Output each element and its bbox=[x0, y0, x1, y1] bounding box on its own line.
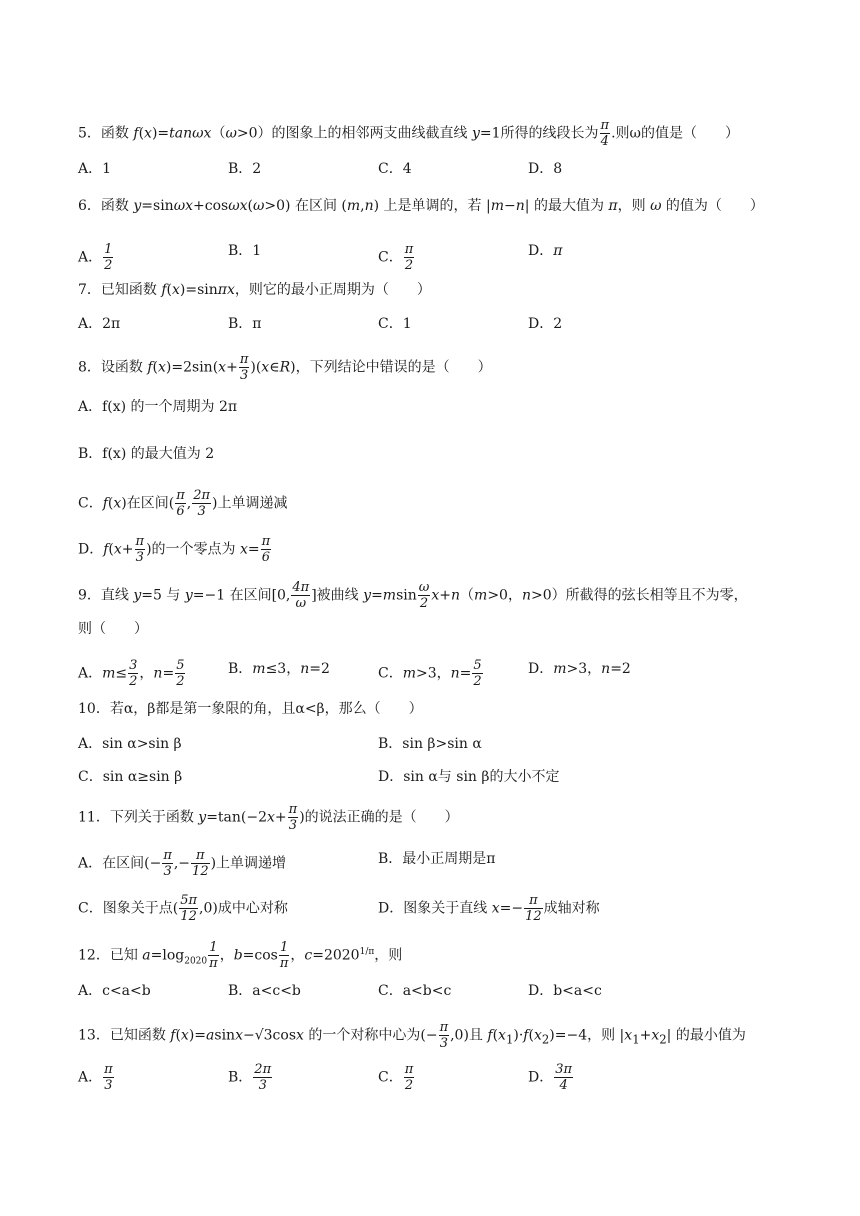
option-b: B．2 bbox=[228, 161, 262, 177]
option-c: C．1 bbox=[378, 316, 412, 332]
option-a: A．2π bbox=[78, 316, 121, 332]
option-a: A．c<a<b bbox=[78, 983, 151, 999]
question-11: 11．下列关于函数 y=tan(−2x+ $\frac{\pi}{3}$ )的说法正确的是（ ） bbox=[78, 802, 459, 833]
option-c: C．a<b<c bbox=[378, 983, 452, 999]
question-9-cont: 则（ ） bbox=[78, 621, 148, 637]
option-c: C．4 bbox=[378, 161, 412, 177]
option-d: D．b<a<c bbox=[528, 983, 602, 999]
option-c: C．f(x)在区间( $\frac{\pi}{6}$ , $\frac{2\pi}{3}$ )上单调递减 bbox=[78, 488, 288, 519]
option-d: D．m>3，n=2 bbox=[528, 661, 631, 677]
option-a: A．sin α>sin β bbox=[78, 736, 182, 752]
option-b: B．sin β>sin α bbox=[378, 736, 482, 752]
option-a: A． $\frac{\pi}{3}$ bbox=[78, 1062, 113, 1093]
option-d: D．图象关于直线 x=− $\frac{\pi}{12}$ 成轴对称 bbox=[378, 893, 600, 924]
option-b: B．最小正周期是π bbox=[378, 851, 496, 867]
question-7: 7．已知函数 f(x)=sinπx，则它的最小正周期为（ ） bbox=[78, 282, 431, 298]
question-13: 13．已知函数 f(x)=asinx−√3cosx 的一个对称中心为(− $\frac{\pi}{3}$ ,0)且 $f(x_1)\cdot f(x_2)=-4$，则 $|x_1+x_2|$ 的最小值为 bbox=[78, 1020, 746, 1051]
option-b: B．a<c<b bbox=[228, 983, 301, 999]
option-d: D． $\frac{3\pi}{4}$ bbox=[528, 1062, 573, 1093]
question-6: 6．函数 y=sinωx+cosωx(ω>0) 在区间 (m,n) 上是单调的，若 |m−n| 的最大值为 π，则 ω 的值为（ ） bbox=[78, 198, 764, 214]
question-9: 9．直线 y=5 与 y=−1 在区间[0, $\frac{4\pi}{\omega}$ ]被曲线 y=msin $\frac{\omega}{2}$ x+n（m>0，n>0）所截得的弦长相等且不为零， bbox=[78, 580, 748, 611]
option-c: C．m>3，n= $\frac{5}{2}$ bbox=[378, 658, 482, 689]
question-10: 10．若α，β都是第一象限的角，且α<β，那么（ ） bbox=[78, 701, 423, 717]
option-a: A．m≤ $\frac{3}{2}$ ，n= $\frac{5}{2}$ bbox=[78, 658, 185, 689]
option-d: D．sin α与 sin β的大小不定 bbox=[378, 769, 560, 785]
option-a: A．f(x) 的一个周期为 2π bbox=[78, 399, 238, 415]
option-c: C．图象关于点( $\frac{5\pi}{12}$ ,0)成中心对称 bbox=[78, 893, 288, 924]
option-b: B．1 bbox=[228, 243, 262, 259]
option-a: A．1 bbox=[78, 161, 112, 177]
option-d: D．π bbox=[528, 243, 563, 259]
option-d: D．f(x+ $\frac{\pi}{3}$ )的一个零点为 x= $\frac{\pi}{6}$ bbox=[78, 534, 271, 565]
option-d: D．2 bbox=[528, 316, 563, 332]
option-c: C． $\frac{\pi}{2}$ bbox=[378, 242, 414, 273]
question-5: 5．函数 f(x)=tanωx（ω>0）的图象上的相邻两支曲线截直线 y=1所得的线段长为 $\frac{\pi}{4}$ .则ω的值是（ ） bbox=[78, 118, 739, 149]
option-b: B．π bbox=[228, 316, 262, 332]
option-c: C． $\frac{\pi}{2}$ bbox=[378, 1062, 414, 1093]
option-c: C．sin α≥sin β bbox=[78, 769, 183, 785]
option-b: B．f(x) 的最大值为 2 bbox=[78, 446, 215, 462]
option-b: B． $\frac{2\pi}{3}$ bbox=[228, 1062, 272, 1093]
question-number: 5． bbox=[78, 125, 101, 142]
option-b: B．m≤3，n=2 bbox=[228, 661, 330, 677]
option-d: D．8 bbox=[528, 161, 563, 177]
option-a: A． $\frac{1}{2}$ bbox=[78, 242, 113, 273]
question-8: 8．设函数 f(x)=2sin(x+ $\frac{\pi}{3}$ )(x∈R)，下列结论中错误的是（ ） bbox=[78, 352, 492, 383]
question-12: 12．已知 $a=\log_{2020}$ $\frac{1}{\pi}$ ，b=cos $\frac{1}{\pi}$ ，$c=2020^{1/\pi}$，则 bbox=[78, 940, 403, 971]
option-a: A．在区间(− $\frac{\pi}{3}$ ,− $\frac{\pi}{12}$ )上单调递增 bbox=[78, 848, 287, 879]
